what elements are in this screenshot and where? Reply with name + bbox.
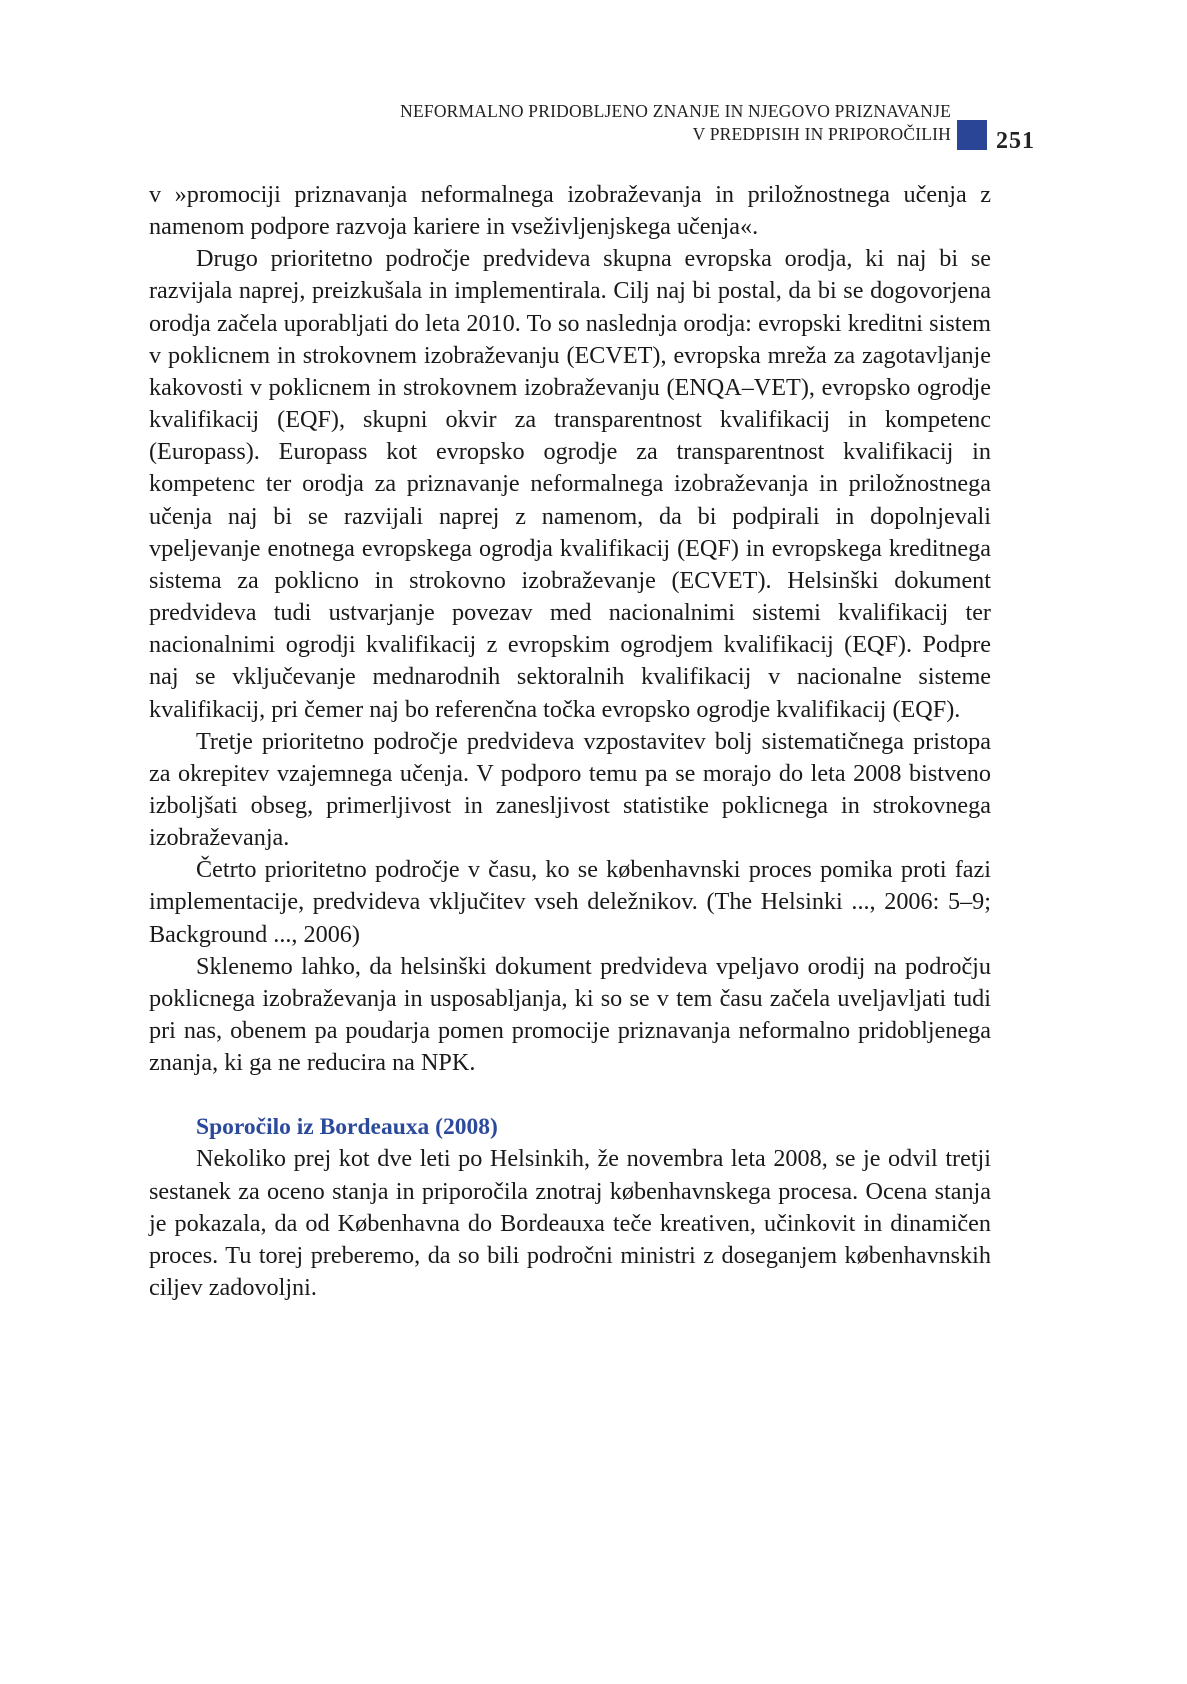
header-accent-square [957, 120, 987, 150]
body-text [149, 179, 991, 1304]
paragraph-third-priority: Tretje prioritetno področje predvideva vzpostavitev bolj sistematičnega pristopa za okrepitev vzajemnega učenja. V podporo temu pa se morajo do leta 2008 bistveno izboljšati obseg, primerljivost in zanesljivost statistike poklicnega in strokovnega izobraževanja. [149, 727, 991, 852]
paragraph-continuation: v »promociji priznavanja neformalnega izobraževanja in priložnostnega učenja z namenom podpore razvoja kariere in vseživljenjskega učenja«. [149, 181, 991, 241]
page-number: 251 [996, 128, 1035, 154]
paragraph-fourth-priority: Četrto prioritetno področje v času, ko se københavnski proces pomika proti fazi implementacije, predvideva vključitev vseh deležnikov. (The Helsinki ..., 2006: 5–9; Background ..., 2006) [149, 856, 991, 948]
section-heading: Sporočilo iz Bordeauxa (2008) [196, 1114, 498, 1141]
running-title-line-2: V PREDPISIH IN PRIPOROČILIH [692, 124, 951, 144]
running-title-line-1: NEFORMALNO PRIDOBLJENO ZNANJE IN NJEGOVO PRIZNAVANJE [400, 101, 951, 121]
paragraph-conclusion: Sklenemo lahko, da helsinški dokument predvideva vpeljavo orodij na področju poklicnega izobraževanja in usposabljanja, ki so se v tem času začela uveljavljati tudi pri nas, obenem pa poudarja pomen promocije priznavanja neformalno pridobljenega znanja, ki ga ne reducira na NPK. [149, 952, 991, 1077]
paragraph-bordeaux: Nekoliko prej kot dve leti po Helsinkih, že novembra leta 2008, se je odvil tretji sestanek za oceno stanja in priporočila znotraj københavnskega procesa. Ocena stanja je pokazala, da od Københavna do Bordeauxa teče kreativen, učinkovit in dinamičen proces. Tu torej preberemo, da so bili področni ministri z doseganjem københavnskih ciljev zadovoljni. [149, 1145, 991, 1301]
paragraph-second-priority: Drugo prioritetno področje predvideva skupna evropska orodja, ki naj bi se razvijala naprej, preizkušala in implementirala. Cilj naj bi postal, da bi se dogovorjena orodja začela uporabljati do leta 2010. To so naslednja orodja: evropski kreditni sistem v poklicnem in strokovnem izobraževanju (ECVET), evropska mreža za zagotavljanje kakovosti v poklicnem in strokovnem izobraževanju (ENQA–VET), evropsko ogrodje kvalifikacij (EQF), skupni okvir za transparentnost kvalifikacij in kompetenc (Europass). Europass kot evropsko ogrodje za transparentnost kvalifikacij in kompetenc ter orodja za priznavanje neformalnega izobraževanja in priložnostnega učenja naj bi se razvijali naprej z namenom, da bi podpirali in dopolnjevali vpeljevanje enotnega evropskega ogrodja kvalifikacij (EQF) in evropskega kreditnega sistema za poklicno in strokovno izobraževanje (ECVET). Helsinški dokument predvideva tudi ustvarjanje povezav med nacionalnimi sistemi kvalifikacij ter nacionalnimi ogrodji kvalifikacij z evropskim ogrodjem kvalifikacij (EQF). Podpre naj se vključevanje mednarodnih sektoralnih kvalifikacij v nacionalne sisteme kvalifikacij, pri čemer naj bo referenčna točka evropsko ogrodje kvalifikacij (EQF). [149, 245, 991, 723]
running-head [400, 100, 951, 146]
